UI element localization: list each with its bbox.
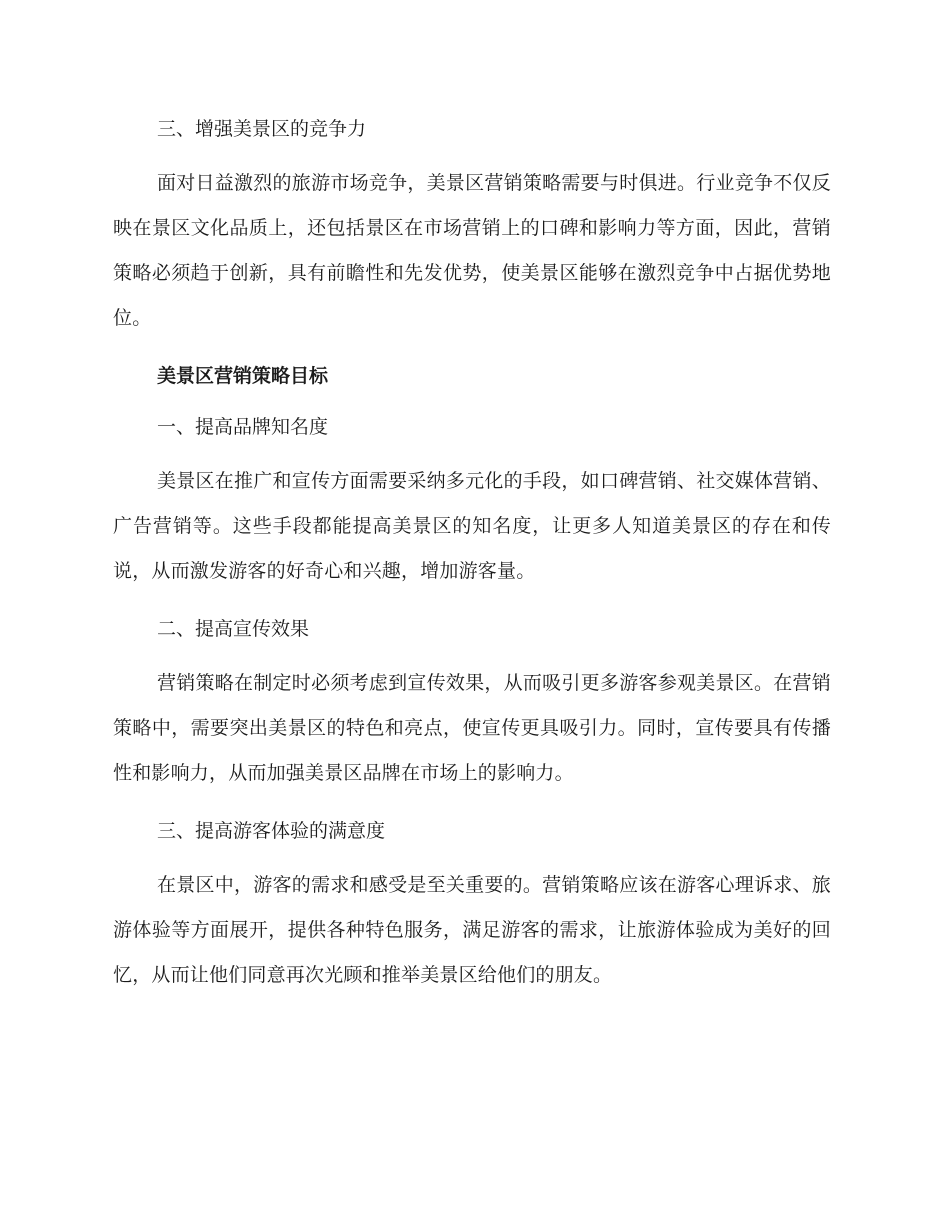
goal-heading-promotion-effect: 二、提高宣传效果	[157, 618, 310, 640]
paragraph-visitor-satisfaction: 在景区中，游客的需求和感受是至关重要的。营销策略应该在游客心理诉求、旅游体验等方面展开，提供各种特色服务，满足游客的需求，让旅游体验成为美好的回忆，从而让他们同意再次光顾和推举美景区给他们的朋友。	[113, 874, 831, 986]
document-page	[113, 110, 831, 998]
paragraph-brand-awareness: 美景区在推广和宣传方面需要采纳多元化的手段，如口碑营销、社交媒体营销、广告营销等。这些手段都能提高美景区的知名度，让更多人知道美景区的存在和传说，从而激发游客的好奇心和兴趣，增加游客量。	[113, 470, 831, 582]
paragraph-promotion-effect: 营销策略在制定时必须考虑到宣传效果，从而吸引更多游客参观美景区。在营销策略中，需要突出美景区的特色和亮点，使宣传更具吸引力。同时，宣传要具有传播性和影响力，从而加强美景区品牌在市场上的影响力。	[113, 672, 831, 784]
section-heading-competitiveness: 三、增强美景区的竞争力	[157, 118, 367, 140]
goal-heading-visitor-satisfaction: 三、提高游客体验的满意度	[157, 820, 386, 842]
paragraph-competitiveness: 面对日益激烈的旅游市场竞争，美景区营销策略需要与时俱进。行业竞争不仅反映在景区文化品质上，还包括景区在市场营销上的口碑和影响力等方面，因此，营销策略必须趋于创新，具有前瞻性和先发优势，使美景区能够在激烈竞争中占据优势地位。	[113, 172, 831, 329]
goal-heading-brand-awareness: 一、提高品牌知名度	[157, 416, 329, 438]
section-title-marketing-goals: 美景区营销策略目标	[157, 365, 329, 387]
